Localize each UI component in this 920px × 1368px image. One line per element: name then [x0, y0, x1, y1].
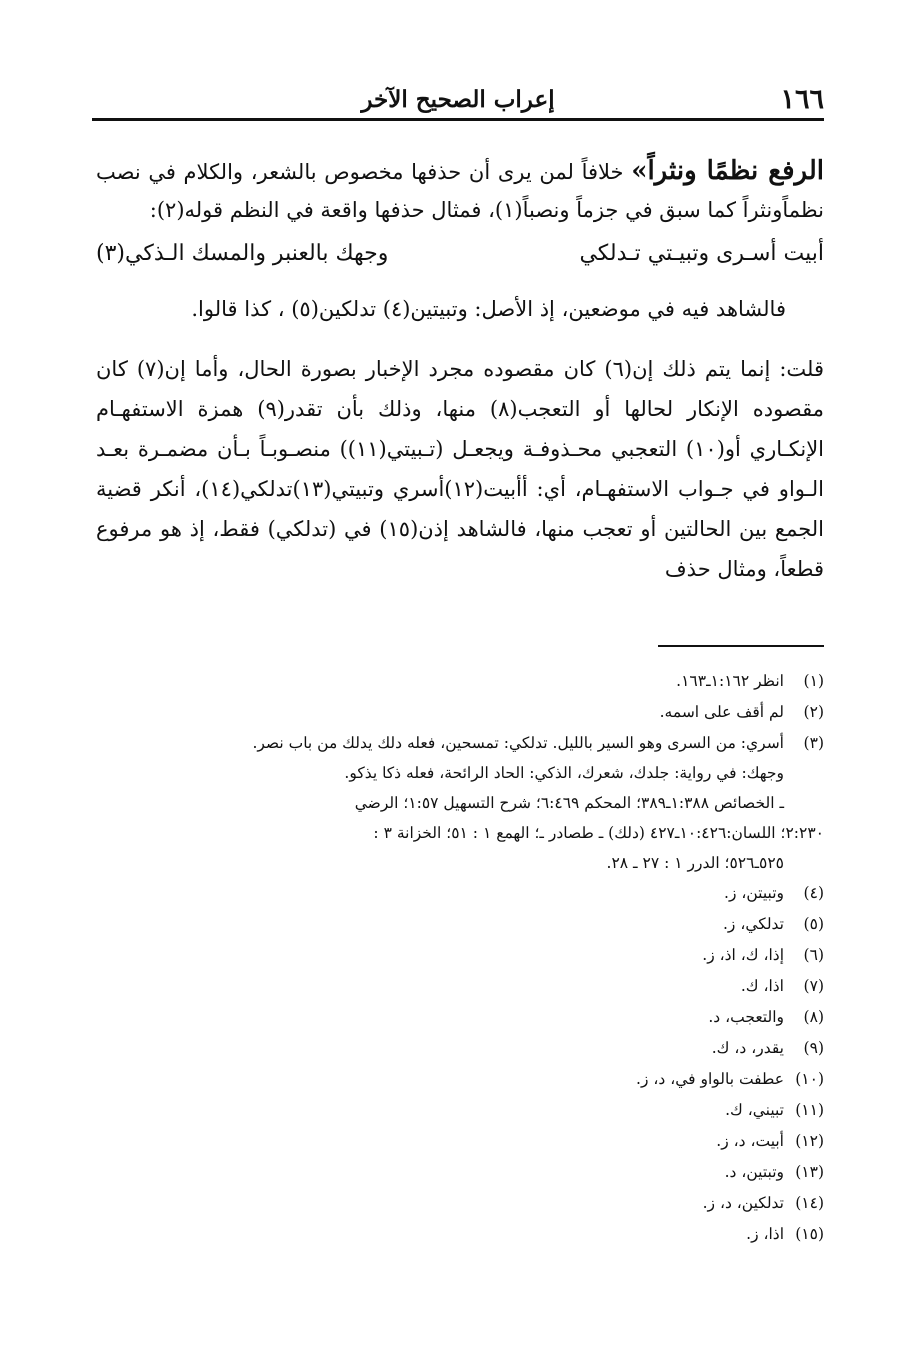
footnote-separator [658, 645, 824, 647]
footnote-text: تبيني، ك. [725, 1101, 784, 1119]
footnote-text: والتعجب، د. [708, 1008, 784, 1026]
footnote [96, 1219, 824, 1250]
footnote-line: أسري: من السرى وهو السير بالليل. تدلكي: تمسحين، فعله دلك يدلك من باب نصر. [252, 734, 784, 752]
main-text [96, 152, 824, 589]
footnote-number: (١١) [795, 1101, 824, 1119]
footnote-number: (١٠) [795, 1070, 824, 1088]
footnote [96, 728, 824, 878]
footnote [96, 1157, 824, 1188]
footnote-line: ٥٢٥ـ٥٢٦؛ الدرر ١ : ٢٧ ـ ٢٨. [606, 854, 784, 872]
footnote [96, 1188, 824, 1219]
footnote-text [96, 728, 824, 878]
footnote [96, 1064, 824, 1095]
footnote-text: انظر ١:١٦٢ـ١٦٣. [676, 672, 784, 690]
footnote-text: يقدر، د، ك. [711, 1039, 784, 1057]
footnote-text: تدلكي، ز. [723, 915, 784, 933]
footnote [96, 666, 824, 697]
footnote-number: (٦) [803, 946, 824, 964]
footnote-text: اذا، ك. [740, 977, 784, 995]
footnote-number: (١) [803, 672, 824, 690]
paragraph: قلت: إنما يتم ذلك إن(٦) كان مقصوده مجرد الإخبار بصورة الحال، وأما إن(٧) كان مقصوده الإنكار لحالها أو التعجب(٨) منها، وذلك بأن تقدر(٩) همزة الاستفهـام الإنكـاري أو(١٠) التعجبي محـذوفـة ويجعـل (تـبيتي(١١)) منصـوبـاً بـأن مضمـرة بعـد الـواو في جـواب الاستفهـام، أي: أأبيت(١٢)أسري وتبيتي(١٣)تدلكي(١٤)، أنكر قضية الجمع بين الحالتين أو تعجب منها، فالشاهد إذن(١٥) في (تدلكي) فقط، إذ هو مرفوع قطعاً، ومثال حذف [96, 357, 825, 581]
footnote-number: (٧) [803, 977, 824, 995]
footnote-number: (٢) [803, 703, 824, 721]
footnote-number: (٤) [803, 884, 824, 902]
footnote-line: ٢:٢٣٠؛ اللسان:١٠:٤٢٦ـ٤٢٧ (دلك) ـ طصادر ـ؛ الهمع ١ : ٥١؛ الخزانة ٣ : [373, 824, 824, 842]
footnote-line: وجهك: في رواية: جلدك، شعرك، الذكي: الحاد الرائحة، فعله ذكا يذكو. [344, 764, 784, 782]
footnote-text: وتبتين، د. [724, 1163, 784, 1181]
footnote-text: اذا، ز. [746, 1225, 784, 1243]
verse-second-hemistich: وجهك بالعنبر والمسك الـذكي(٣) [96, 241, 389, 266]
witness-paragraph: فالشاهد فيه في موضعين، إذ الأصل: وتبيتين(٤) تدلكين(٥) ، كذا قالوا. [191, 297, 786, 321]
footnote [96, 697, 824, 728]
footnote-number: (٩) [803, 1039, 824, 1057]
page-number: ١٦٦ [780, 84, 824, 115]
verse-first-hemistich: أبيت أسـرى وتبيـتي تـدلكي [579, 241, 824, 266]
footnote [96, 878, 824, 909]
footnote-number: (٥) [803, 915, 824, 933]
footnote-number: (١٢) [795, 1132, 824, 1150]
footnote-number: (٨) [803, 1008, 824, 1026]
footnotes [96, 666, 824, 1250]
footnote-number: (١٥) [795, 1225, 824, 1243]
footnote [96, 971, 824, 1002]
footnote-text: وتبيتن، ز. [724, 884, 784, 902]
footnote-text: إذا، ك، اذ، ز. [702, 946, 784, 964]
footnote [96, 940, 824, 971]
footnote [96, 1033, 824, 1064]
footnote-number: (١٤) [795, 1194, 824, 1212]
footnote-text: أبيت، د، ز. [716, 1132, 784, 1150]
footnote [96, 909, 824, 940]
poetry-verse [96, 235, 824, 283]
footnote [96, 1126, 824, 1157]
footnote [96, 1095, 824, 1126]
bold-phrase: الرفع نظمًا ونثراً» [631, 156, 824, 186]
footnote [96, 1002, 824, 1033]
page-header [92, 78, 824, 121]
footnote-number: (١٣) [795, 1163, 824, 1181]
running-title: إعراب الصحيح الآخر [361, 86, 555, 113]
footnote-number: (٣) [803, 734, 824, 752]
footnote-text: لم أقف على اسمه. [659, 703, 784, 721]
paragraph [96, 152, 824, 229]
footnote-text: تدلكين، د، ز. [702, 1194, 784, 1212]
paragraph-text: خلافاً لمن يرى أن حذفها مخصوص بالشعر، والكلام في نصب نظماًونثراً كما سبق في جزماً ونصباً(١)، فمثال حذفها واقعة في النظم قوله(٢): [96, 160, 824, 222]
footnote-text: عطفت بالواو في، د، ز. [636, 1070, 784, 1088]
footnote-line: ـ الخصائص ١:٣٨٨ـ٣٨٩؛ المحكم ٦:٤٦٩؛ شرح التسهيل ١:٥٧؛ الرضي [354, 794, 784, 812]
